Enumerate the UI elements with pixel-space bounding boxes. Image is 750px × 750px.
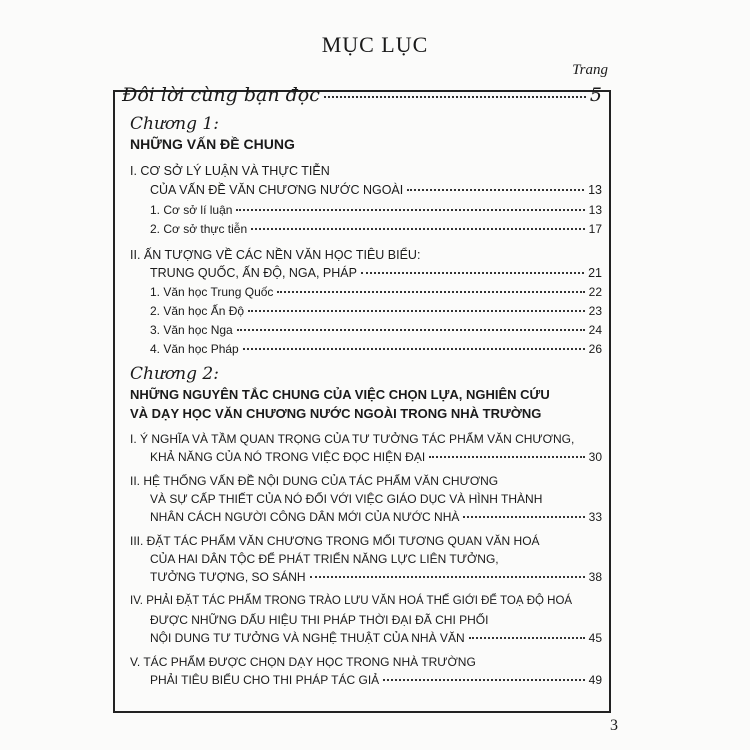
toc-section-line: I. Ý NGHĨA VÀ TẦM QUAN TRỌNG CỦA TƯ TƯỞNG TÁC PHẨM VĂN CHƯƠNG, xyxy=(130,432,575,446)
toc-page-number: 38 xyxy=(588,570,602,584)
toc-entry-text: 1. Cơ sở lí luận xyxy=(150,203,233,217)
toc-entry-text: KHẢ NĂNG CỦA NÓ TRONG VIỆC ĐỌC HIỆN ĐẠI xyxy=(150,450,426,464)
toc-entry[interactable] xyxy=(150,323,602,337)
toc-page-number: 30 xyxy=(588,450,602,464)
leader-dots xyxy=(310,576,585,578)
toc-entry[interactable] xyxy=(150,631,602,645)
leader-dots xyxy=(429,456,584,458)
page-column-label: Trang xyxy=(572,62,608,78)
toc-entry-text: 3. Văn học Nga xyxy=(150,323,233,337)
toc-page-number: 23 xyxy=(588,304,602,318)
chapter-heading: VÀ DẠY HỌC VĂN CHƯƠNG NƯỚC NGOÀI TRONG NHÀ TRƯỜNG xyxy=(130,406,542,421)
toc-entry-text: TƯỞNG TƯỢNG, SO SÁNH xyxy=(150,570,306,584)
chapter-label: Chương 2: xyxy=(130,364,219,384)
toc-section-line: CỦA HAI DÂN TỘC ĐỂ PHÁT TRIỂN NĂNG LỰC LIÊN TƯỞNG, xyxy=(150,552,499,566)
toc-page-number: 13 xyxy=(588,183,602,197)
leader-dots xyxy=(361,272,584,274)
leader-dots xyxy=(383,679,584,681)
toc-entry[interactable] xyxy=(150,285,602,299)
toc-entry-text: PHẢI TIÊU BIỂU CHO THI PHÁP TÁC GIẢ xyxy=(150,673,380,687)
leader-dots xyxy=(324,96,586,98)
page-number: 3 xyxy=(610,717,618,734)
toc-section-line: V. TÁC PHẨM ĐƯỢC CHỌN DẠY HỌC TRONG NHÀ TRƯỜNG xyxy=(130,655,476,669)
toc-entry-text: 2. Văn học Ấn Độ xyxy=(150,304,245,318)
toc-entry[interactable] xyxy=(150,450,602,464)
toc-entry[interactable] xyxy=(150,183,602,197)
toc-entry[interactable] xyxy=(150,304,602,318)
page-title: MỤC LỤC xyxy=(321,32,429,57)
toc-entry-text: TRUNG QUỐC, ẤN ĐỘ, NGA, PHÁP xyxy=(150,266,357,280)
leader-dots xyxy=(277,291,584,293)
toc-page-number: 45 xyxy=(588,631,602,645)
toc-entry-text: 1. Văn học Trung Quốc xyxy=(150,285,274,299)
toc-section-line: II. ẤN TƯỢNG VỀ CÁC NỀN VĂN HỌC TIÊU BIỂU: xyxy=(130,248,421,262)
leader-dots xyxy=(237,329,585,331)
toc-page-number: 33 xyxy=(588,510,602,524)
toc-entry[interactable] xyxy=(150,266,602,280)
toc-entry-text: Đôi lời cùng bạn đọc xyxy=(122,84,320,106)
leader-dots xyxy=(251,228,585,230)
toc-page-number: 26 xyxy=(588,342,602,356)
toc-page-number: 22 xyxy=(588,285,602,299)
toc-page-number: 21 xyxy=(588,266,602,280)
leader-dots xyxy=(248,310,585,312)
toc-page-number: 13 xyxy=(588,203,602,217)
toc-section-line: ĐƯỢC NHỮNG DẤU HIỆU THI PHÁP THỜI ĐẠI ĐÃ CHI PHỐI xyxy=(150,613,489,627)
chapter-heading: NHỮNG NGUYÊN TẮC CHUNG CỦA VIỆC CHỌN LỰA, NGHIÊN CỨU xyxy=(130,387,550,402)
toc-entry-text: 4. Văn học Pháp xyxy=(150,342,239,356)
leader-dots xyxy=(469,637,585,639)
toc-entry[interactable] xyxy=(150,570,602,584)
chapter-heading: NHỮNG VẤN ĐỀ CHUNG xyxy=(130,136,295,152)
toc-entry[interactable] xyxy=(150,342,602,356)
toc-section-line: I. CƠ SỞ LÝ LUẬN VÀ THỰC TIỄN xyxy=(130,164,330,178)
chapter-label: Chương 1: xyxy=(130,114,219,134)
toc-entry-text: NỘI DUNG TƯ TƯỞNG VÀ NGHỆ THUẬT CỦA NHÀ VĂN xyxy=(150,631,465,645)
leader-dots xyxy=(243,348,585,350)
toc-section-line: II. HỆ THỐNG VẤN ĐỀ NỘI DUNG CỦA TÁC PHẨM VĂN CHƯƠNG xyxy=(130,474,499,488)
toc-entry[interactable] xyxy=(150,673,602,687)
toc-section-line: IV. PHẢI ĐẶT TÁC PHẨM TRONG TRÀO LƯU VĂN HOÁ THẾ GIỚI ĐỂ TOẠ ĐỘ HOÁ xyxy=(130,595,573,607)
toc-entry[interactable] xyxy=(150,222,602,236)
toc-entry-text: CỦA VẤN ĐỀ VĂN CHƯƠNG NƯỚC NGOÀI xyxy=(150,183,404,197)
toc-page-number: 5 xyxy=(589,84,602,106)
toc-entry-text: NHÂN CÁCH NGƯỜI CÔNG DÂN MỚI CỦA NƯỚC NHÀ xyxy=(150,510,460,524)
leader-dots xyxy=(407,189,584,191)
toc-section-line: III. ĐẶT TÁC PHẨM VĂN CHƯƠNG TRONG MỐI TƯƠNG QUAN VĂN HOÁ xyxy=(130,534,540,548)
leader-dots xyxy=(463,516,584,518)
toc-page-number: 49 xyxy=(588,673,602,687)
toc-entry-text: 2. Cơ sở thực tiễn xyxy=(150,222,248,236)
toc-entry[interactable] xyxy=(150,203,602,217)
toc-page-number: 17 xyxy=(588,222,602,236)
toc-entry[interactable] xyxy=(150,510,602,524)
toc-entry-intro[interactable] xyxy=(122,84,602,106)
toc-page-number: 24 xyxy=(588,323,602,337)
toc-section-line: VÀ SỰ CẤP THIẾT CỦA NÓ ĐỐI VỚI VIỆC GIÁO DỤC VÀ HÌNH THÀNH xyxy=(150,492,543,506)
leader-dots xyxy=(236,209,584,211)
